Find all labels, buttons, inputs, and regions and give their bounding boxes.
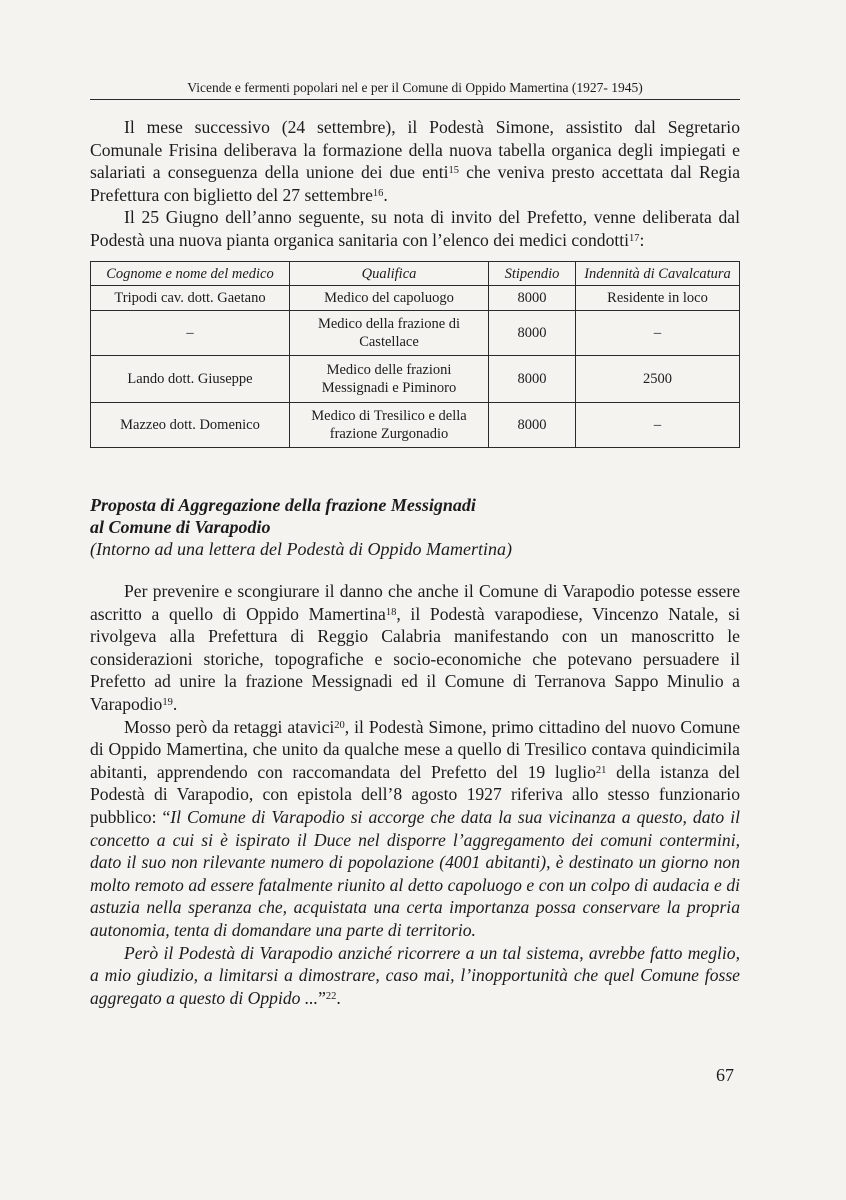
footnote-ref: 15	[448, 165, 459, 177]
text-span: che veniva presto accettata dal Regia Prefettura con biglietto del 27 settembre	[90, 162, 741, 205]
cell-stipendio: 8000	[489, 286, 576, 311]
footnote-ref: 22	[325, 990, 337, 1002]
cell-name: –	[91, 311, 290, 356]
footnote-ref: 21	[595, 764, 607, 776]
text-span: .	[383, 184, 388, 205]
text-span: , il Podestà Simone, primo cittadino del nuovo Comune di Oppido Mamertina, che unito da qualche mese a quello di Tresilico contava quindicimila abitanti, apprendendo con raccomandata del Prefetto del 19 luglio	[90, 716, 740, 782]
footnote-ref: 20	[334, 719, 345, 731]
footnote-ref: 19	[162, 696, 173, 708]
cell-indennita: –	[576, 403, 740, 448]
cell-name: Lando dott. Giuseppe	[91, 356, 290, 403]
page-number: 67	[716, 1065, 734, 1085]
column-header: Stipendio	[489, 262, 576, 286]
running-head: Vicende e fermenti popolari nel e per il Comune di Oppido Mamertina (1927- 1945)	[90, 80, 740, 100]
table-row	[91, 286, 740, 311]
cell-indennita: –	[576, 311, 740, 356]
footnote-ref: 16	[372, 187, 384, 199]
column-header: Indennità di Cavalcatura	[576, 262, 740, 286]
paragraph	[90, 942, 740, 1010]
text-span: :	[639, 229, 645, 250]
paragraph	[90, 206, 740, 251]
table-row	[91, 356, 740, 403]
main-text	[90, 580, 740, 1009]
text-span: .	[336, 987, 341, 1008]
paragraph	[90, 116, 740, 206]
text-span: della istanza del Podestà di Varapodio, con epistola dell’8 agosto 1927 riferiva allo stesso funzionario pubblico: “	[90, 761, 741, 827]
text-span: , il Podestà varapodiese, Vincenzo Natale, si rivolgeva alla Prefettura di Reggio Calabria manifestando con un manoscritto le considerazioni storiche, topografiche e socio-economiche che potevano persuadere il Prefetto ad unire la frazione Messignadi ed il Comune di Terranova Sappo Minulio a Varapodio	[90, 603, 741, 714]
cell-qualifica: Medico delle frazioni Messignadi e Piminoro	[290, 356, 489, 403]
section-title-line-2: al Comune di Varapodio	[90, 517, 271, 537]
paragraph	[90, 580, 740, 716]
text-span: Mosso però da retaggi atavici	[124, 716, 335, 737]
cell-name: Tripodi cav. dott. Gaetano	[91, 286, 290, 311]
intro-text	[90, 116, 740, 252]
text-span: ”	[318, 987, 326, 1008]
footnote-ref: 18	[385, 606, 397, 618]
cell-name: Mazzeo dott. Domenico	[91, 403, 290, 448]
cell-stipendio: 8000	[489, 311, 576, 356]
cell-qualifica: Medico di Tresilico e della frazione Zurgonadio	[290, 403, 489, 448]
text-span: Il mese successivo (24 settembre), il Podestà Simone, assistito dal Segretario Comunale Frisina deliberava la formazione della nuova tabella organica degli impiegati e salariati a conseguenza della unione dei due enti	[90, 117, 740, 183]
cell-qualifica: Medico della frazione di Castellace	[290, 311, 489, 356]
cell-qualifica: Medico del capoluogo	[290, 286, 489, 311]
text-span: .	[172, 693, 178, 714]
doctors-table	[90, 261, 740, 448]
table-row	[91, 311, 740, 356]
column-header: Cognome e nome del medico	[91, 262, 290, 286]
text-span: Per prevenire e scongiurare il danno che anche il Comune di Varapodio potesse essere ascritto a quello di Oppido Mamertina	[90, 581, 740, 624]
quotation: Il Comune di Varapodio si accorge che data la sua vicinanza a questo, dato il concetto a cui si è ispirato il Duce nel disporre l’aggregamento dei comuni contermini, dato il suo non rilevante numero di popolazione (4001 abitanti), è destinato un giorno non molto remoto ad essere fatalmente riunito al detto capoluogo e con un colpo di audacia e di astuzia nella speranza che, acquistata una certa importanza possa conservare la propria autonomia, tenta di domandare una parte di territorio.	[90, 806, 740, 940]
section-title-line-1: Proposta di Aggregazione della frazione Messignadi	[90, 495, 476, 515]
paragraph	[90, 716, 740, 942]
text-span: Il 25 Giugno dell’anno seguente, su nota di invito del Prefetto, venne deliberata dal Podestà una nuova pianta organica sanitaria con l’elenco dei medici condotti	[90, 207, 740, 250]
table-row	[91, 403, 740, 448]
section-heading	[90, 494, 740, 560]
quotation: Però il Podestà di Varapodio anziché ricorrere a un tal sistema, avrebbe fatto meglio, a mio giudizio, a limitarsi a dimostrare, caso mai, l’inopportunità che quel Comune fosse aggregato a questo di Oppido ...	[90, 942, 740, 1008]
section-subtitle: (Intorno ad una lettera del Podestà di Oppido Mamertina)	[90, 539, 512, 559]
footnote-ref: 17	[629, 232, 640, 244]
column-header: Qualifica	[290, 262, 489, 286]
table-header-row	[91, 262, 740, 286]
cell-indennita: Residente in loco	[576, 286, 740, 311]
cell-stipendio: 8000	[489, 356, 576, 403]
cell-stipendio: 8000	[489, 403, 576, 448]
cell-indennita: 2500	[576, 356, 740, 403]
